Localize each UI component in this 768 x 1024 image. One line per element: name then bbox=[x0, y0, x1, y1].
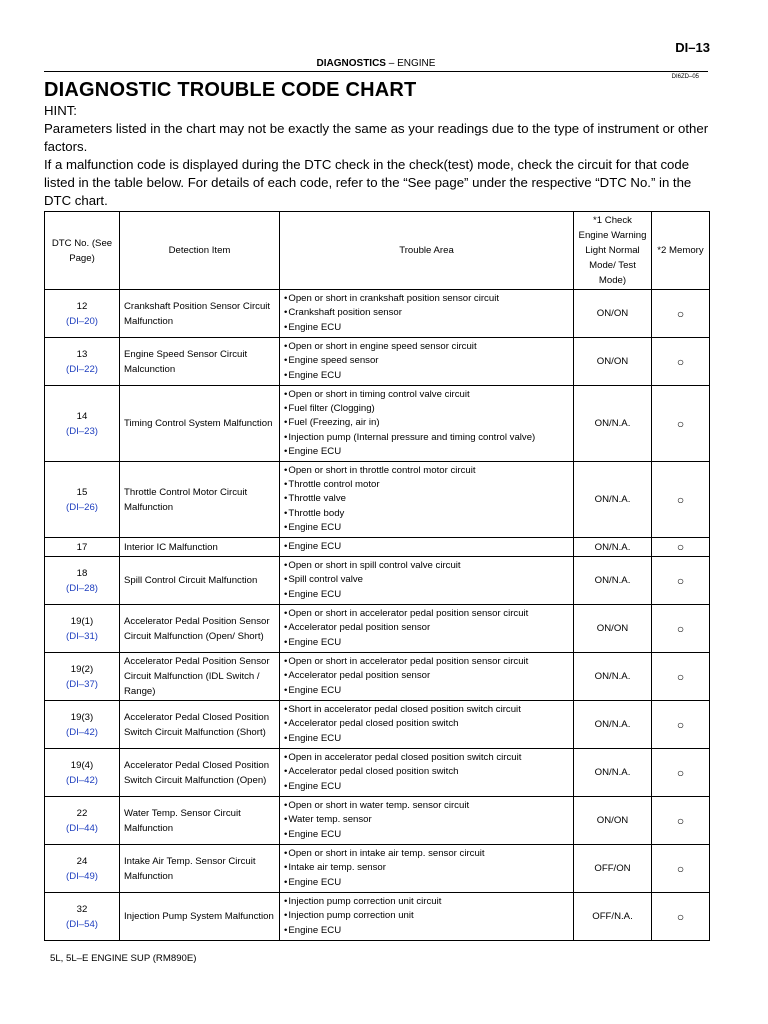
trouble-area-item: • Injection pump (Internal pressure and timing control valve) bbox=[284, 431, 569, 445]
trouble-area-list bbox=[284, 388, 569, 459]
trouble-area-item: • Open or short in water temp. sensor circuit bbox=[284, 799, 569, 813]
trouble-area-list bbox=[284, 895, 569, 938]
dtc-page-ref: (DI–49) bbox=[66, 870, 98, 882]
trouble-area-cell bbox=[280, 845, 574, 893]
check-engine-status-cell: ON/ON bbox=[574, 605, 652, 653]
page-number: DI–13 bbox=[675, 40, 710, 55]
trouble-area-item: • Engine ECU bbox=[284, 321, 569, 335]
check-engine-status-cell: ON/N.A. bbox=[574, 557, 652, 605]
detection-item-cell: Accelerator Pedal Position Sensor Circuit Malfunction (Open/ Short) bbox=[120, 605, 280, 653]
trouble-area-item: • Intake air temp. sensor bbox=[284, 861, 569, 875]
dtc-code: 13 bbox=[76, 348, 88, 360]
trouble-area-cell bbox=[280, 653, 574, 701]
trouble-area-cell bbox=[280, 462, 574, 538]
footer-text: 5L, 5L–E ENGINE SUP (RM890E) bbox=[50, 953, 197, 964]
trouble-area-item: • Engine ECU bbox=[284, 540, 569, 554]
trouble-area-cell bbox=[280, 749, 574, 797]
detection-item-cell: Timing Control System Malfunction bbox=[120, 386, 280, 462]
trouble-area-item: • Engine ECU bbox=[284, 876, 569, 890]
memory-cell: ○ bbox=[652, 749, 710, 797]
trouble-area-item: • Accelerator pedal closed position switch bbox=[284, 765, 569, 779]
memory-cell: ○ bbox=[652, 845, 710, 893]
detection-item-cell: Accelerator Pedal Position Sensor Circuit Malfunction (IDL Switch / Range) bbox=[120, 653, 280, 701]
trouble-area-cell bbox=[280, 538, 574, 557]
check-engine-status-cell: OFF/N.A. bbox=[574, 893, 652, 941]
trouble-area-list bbox=[284, 340, 569, 383]
check-engine-status-cell: ON/ON bbox=[574, 290, 652, 338]
table-row bbox=[45, 386, 710, 462]
dtc-number-cell bbox=[45, 557, 120, 605]
table-row bbox=[45, 338, 710, 386]
dtc-code: 19(2) bbox=[70, 663, 94, 675]
detection-item-cell: Water Temp. Sensor Circuit Malfunction bbox=[120, 797, 280, 845]
dtc-number-cell bbox=[45, 338, 120, 386]
trouble-area-list bbox=[284, 559, 569, 602]
memory-cell: ○ bbox=[652, 386, 710, 462]
dtc-number-cell bbox=[45, 290, 120, 338]
table-row bbox=[45, 653, 710, 701]
dtc-page-ref: (DI–42) bbox=[66, 774, 98, 786]
trouble-area-item: • Open or short in crankshaft position sensor circuit bbox=[284, 292, 569, 306]
trouble-area-item: • Throttle body bbox=[284, 507, 569, 521]
dtc-code: 14 bbox=[76, 410, 88, 422]
dtc-code: 17 bbox=[76, 541, 88, 553]
trouble-area-item: • Open or short in throttle control motor circuit bbox=[284, 464, 569, 478]
hint-paragraph: If a malfunction code is displayed during the DTC check in the check(test) mode, check the circuit for that code listed in the table below. For details of each code, refer to the “See page” under the respective “DTC No.” in the DTC chart. bbox=[44, 157, 692, 208]
table-row bbox=[45, 749, 710, 797]
detection-item-cell: Intake Air Temp. Sensor Circuit Malfunction bbox=[120, 845, 280, 893]
trouble-area-item: • Engine ECU bbox=[284, 684, 569, 698]
check-engine-status-cell: ON/N.A. bbox=[574, 701, 652, 749]
trouble-area-list bbox=[284, 703, 569, 746]
hint-block bbox=[44, 102, 710, 210]
detection-item-cell: Crankshaft Position Sensor Circuit Malfunction bbox=[120, 290, 280, 338]
table-row bbox=[45, 893, 710, 941]
dtc-page-ref: (DI–23) bbox=[66, 425, 98, 437]
memory-cell: ○ bbox=[652, 462, 710, 538]
trouble-area-item: • Spill control valve bbox=[284, 573, 569, 587]
table-row bbox=[45, 290, 710, 338]
trouble-area-list bbox=[284, 799, 569, 842]
table-row bbox=[45, 538, 710, 557]
trouble-area-item: • Engine ECU bbox=[284, 588, 569, 602]
trouble-area-cell bbox=[280, 701, 574, 749]
trouble-area-item: • Engine ECU bbox=[284, 924, 569, 938]
trouble-area-item: • Accelerator pedal closed position switch bbox=[284, 717, 569, 731]
dtc-code: 19(1) bbox=[70, 615, 94, 627]
trouble-area-item: • Throttle control motor bbox=[284, 478, 569, 492]
trouble-area-item: • Engine ECU bbox=[284, 369, 569, 383]
table-row bbox=[45, 605, 710, 653]
dtc-page-ref: (DI–31) bbox=[66, 630, 98, 642]
trouble-area-item: • Injection pump correction unit circuit bbox=[284, 895, 569, 909]
dtc-number-cell bbox=[45, 749, 120, 797]
trouble-area-cell bbox=[280, 557, 574, 605]
trouble-area-item: • Accelerator pedal position sensor bbox=[284, 669, 569, 683]
memory-cell: ○ bbox=[652, 557, 710, 605]
dtc-code: 19(3) bbox=[70, 711, 94, 723]
trouble-area-item: • Engine ECU bbox=[284, 780, 569, 794]
memory-cell: ○ bbox=[652, 701, 710, 749]
trouble-area-item: • Engine ECU bbox=[284, 732, 569, 746]
table-row bbox=[45, 462, 710, 538]
trouble-area-item: • Engine ECU bbox=[284, 636, 569, 650]
trouble-area-list bbox=[284, 751, 569, 794]
trouble-area-item: • Fuel filter (Clogging) bbox=[284, 402, 569, 416]
trouble-area-item: • Engine ECU bbox=[284, 445, 569, 459]
trouble-area-item: • Open or short in timing control valve circuit bbox=[284, 388, 569, 402]
check-engine-status-cell: ON/ON bbox=[574, 338, 652, 386]
trouble-area-item: • Open or short in intake air temp. sensor circuit bbox=[284, 847, 569, 861]
dtc-code: 18 bbox=[76, 567, 88, 579]
trouble-area-list bbox=[284, 655, 569, 698]
dtc-code: 22 bbox=[76, 807, 88, 819]
detection-item-cell: Accelerator Pedal Closed Position Switch Circuit Malfunction (Open) bbox=[120, 749, 280, 797]
dtc-number-cell bbox=[45, 797, 120, 845]
trouble-area-list bbox=[284, 292, 569, 335]
trouble-area-cell bbox=[280, 797, 574, 845]
check-engine-status-cell: OFF/ON bbox=[574, 845, 652, 893]
table-row bbox=[45, 701, 710, 749]
table-body bbox=[45, 290, 710, 941]
dtc-number-cell bbox=[45, 845, 120, 893]
trouble-area-item: • Open or short in accelerator pedal position sensor circuit bbox=[284, 607, 569, 621]
trouble-area-item: • Engine ECU bbox=[284, 828, 569, 842]
dtc-page-ref: (DI–22) bbox=[66, 363, 98, 375]
memory-cell: ○ bbox=[652, 797, 710, 845]
trouble-area-item: • Fuel (Freezing, air in) bbox=[284, 416, 569, 430]
dtc-number-cell bbox=[45, 386, 120, 462]
trouble-area-item: • Open or short in engine speed sensor circuit bbox=[284, 340, 569, 354]
trouble-area-item: • Short in accelerator pedal closed position switch circuit bbox=[284, 703, 569, 717]
table-row bbox=[45, 797, 710, 845]
dtc-page-ref: (DI–26) bbox=[66, 501, 98, 513]
section-subject: ENGINE bbox=[397, 58, 436, 69]
section-separator: – bbox=[388, 58, 398, 69]
trouble-area-item: • Open in accelerator pedal closed position switch circuit bbox=[284, 751, 569, 765]
dtc-page-ref: (DI–28) bbox=[66, 582, 98, 594]
table-row bbox=[45, 557, 710, 605]
detection-item-cell: Spill Control Circuit Malfunction bbox=[120, 557, 280, 605]
detection-item-cell: Injection Pump System Malfunction bbox=[120, 893, 280, 941]
header-check-engine-light: *1 Check Engine Warning Light Normal Mode/ Test Mode) bbox=[574, 212, 652, 290]
dtc-number-cell bbox=[45, 893, 120, 941]
page-title: DIAGNOSTIC TROUBLE CODE CHART bbox=[44, 79, 417, 101]
dtc-page-ref: (DI–20) bbox=[66, 315, 98, 327]
memory-cell: ○ bbox=[652, 338, 710, 386]
trouble-area-list bbox=[284, 464, 569, 535]
dtc-number-cell bbox=[45, 701, 120, 749]
trouble-area-item: • Water temp. sensor bbox=[284, 813, 569, 827]
memory-cell: ○ bbox=[652, 893, 710, 941]
trouble-area-cell bbox=[280, 605, 574, 653]
dtc-code: 24 bbox=[76, 855, 88, 867]
trouble-area-item: • Open or short in accelerator pedal position sensor circuit bbox=[284, 655, 569, 669]
check-engine-status-cell: ON/N.A. bbox=[574, 386, 652, 462]
dtc-number-cell bbox=[45, 538, 120, 557]
memory-cell: ○ bbox=[652, 290, 710, 338]
trouble-area-item: • Crankshaft position sensor bbox=[284, 306, 569, 320]
memory-cell: ○ bbox=[652, 653, 710, 701]
check-engine-status-cell: ON/ON bbox=[574, 797, 652, 845]
trouble-area-cell bbox=[280, 386, 574, 462]
trouble-area-cell bbox=[280, 893, 574, 941]
trouble-area-item: • Engine ECU bbox=[284, 521, 569, 535]
dtc-number-cell bbox=[45, 605, 120, 653]
dtc-code: 12 bbox=[76, 300, 88, 312]
check-engine-status-cell: ON/N.A. bbox=[574, 462, 652, 538]
table-header-row bbox=[45, 212, 710, 290]
dtc-table bbox=[44, 211, 710, 941]
dtc-code: 19(4) bbox=[70, 759, 94, 771]
dtc-page-ref: (DI–42) bbox=[66, 726, 98, 738]
trouble-area-cell bbox=[280, 338, 574, 386]
check-engine-status-cell: ON/N.A. bbox=[574, 749, 652, 797]
dtc-code: 15 bbox=[76, 486, 88, 498]
document-code: DI6ZD–05 bbox=[671, 74, 699, 80]
dtc-number-cell bbox=[45, 653, 120, 701]
dtc-number-cell bbox=[45, 462, 120, 538]
trouble-area-list bbox=[284, 847, 569, 890]
trouble-area-item: • Open or short in spill control valve circuit bbox=[284, 559, 569, 573]
trouble-area-item: • Injection pump correction unit bbox=[284, 909, 569, 923]
trouble-area-item: • Throttle valve bbox=[284, 492, 569, 506]
header-memory: *2 Memory bbox=[652, 212, 710, 290]
memory-cell: ○ bbox=[652, 538, 710, 557]
trouble-area-list bbox=[284, 607, 569, 650]
trouble-area-list bbox=[284, 540, 569, 554]
header-trouble-area: Trouble Area bbox=[280, 212, 574, 290]
trouble-area-item: • Accelerator pedal position sensor bbox=[284, 621, 569, 635]
dtc-page-ref: (DI–44) bbox=[66, 822, 98, 834]
section-label: DIAGNOSTICS bbox=[316, 58, 386, 69]
detection-item-cell: Interior IC Malfunction bbox=[120, 538, 280, 557]
trouble-area-item: • Engine speed sensor bbox=[284, 354, 569, 368]
hint-paragraph: Parameters listed in the chart may not be exactly the same as your readings due to the type of instrument or other factors. bbox=[44, 121, 709, 154]
section-header bbox=[44, 58, 708, 72]
dtc-page-ref: (DI–54) bbox=[66, 918, 98, 930]
check-engine-status-cell: ON/N.A. bbox=[574, 653, 652, 701]
header-dtc-no: DTC No. (See Page) bbox=[45, 212, 120, 290]
detection-item-cell: Accelerator Pedal Closed Position Switch Circuit Malfunction (Short) bbox=[120, 701, 280, 749]
table-row bbox=[45, 845, 710, 893]
trouble-area-cell bbox=[280, 290, 574, 338]
header-detection-item: Detection Item bbox=[120, 212, 280, 290]
check-engine-status-cell: ON/N.A. bbox=[574, 538, 652, 557]
detection-item-cell: Throttle Control Motor Circuit Malfunction bbox=[120, 462, 280, 538]
detection-item-cell: Engine Speed Sensor Circuit Malcunction bbox=[120, 338, 280, 386]
dtc-code: 32 bbox=[76, 903, 88, 915]
dtc-page-ref: (DI–37) bbox=[66, 678, 98, 690]
memory-cell: ○ bbox=[652, 605, 710, 653]
hint-label: HINT: bbox=[44, 103, 77, 118]
